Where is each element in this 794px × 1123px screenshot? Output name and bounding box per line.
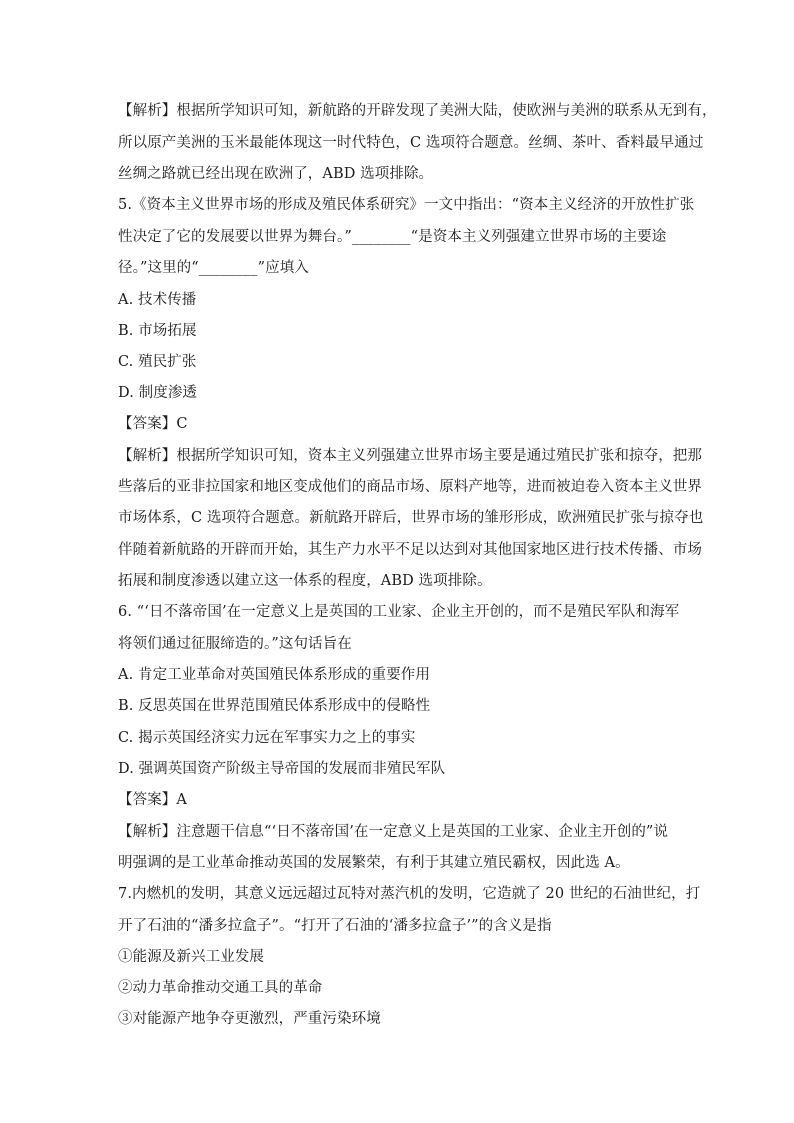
question-6-line-1: 6. “‘日不落帝国’在一定意义上是英国的工业家、企业主开创的，而不是殖民军队和海军 bbox=[118, 604, 680, 620]
q6-option-c: C. 揭示英国经济实力远在军事实力之上的事实 bbox=[118, 730, 416, 746]
analysis-q5-line-2: 些落后的亚非拉国家和地区变成他们的商品市场、原料产地等，进而被迫卷入资本主义世界 bbox=[118, 479, 702, 495]
q5-option-b: B. 市场拓展 bbox=[118, 323, 197, 339]
analysis-q4-line-2: 所以原产美洲的玉米最能体现这一时代特色，C 选项符合题意。丝绸、茶叶、香料最早通过 bbox=[118, 135, 704, 151]
analysis-q4-line-3: 丝绸之路就已经出现在欧洲了，ABD 选项排除。 bbox=[118, 166, 434, 182]
analysis-q5-line-3: 市场体系，C 选项符合题意。新航路开辟后，世界市场的雏形形成，欧洲殖民扩张与掠夺也 bbox=[118, 510, 704, 526]
q7-item-1: ①能源及新兴工业发展 bbox=[118, 949, 264, 965]
analysis-q6-line-1: 【解析】注意题干信息“‘日不落帝国’在一定意义上是英国的工业家、企业主开创的”说 bbox=[118, 824, 669, 840]
analysis-q5-line-4: 伴随着新航路的开辟而开始，其生产力水平不足以达到对其他国家地区进行技术传播、市场 bbox=[118, 542, 702, 558]
question-7-line-2: 开了石油的“潘多拉盒子”。“打开了石油的‘潘多拉盒子’”的含义是指 bbox=[118, 918, 552, 934]
analysis-q5-line-5: 拓展和制度渗透以建立这一体系的程度，ABD 选项排除。 bbox=[118, 573, 492, 589]
q6-option-d: D. 强调英国资产阶级主导帝国的发展而非殖民军队 bbox=[118, 761, 446, 777]
q6-option-a: A. 肯定工业革命对英国殖民体系形成的重要作用 bbox=[118, 667, 430, 683]
question-5-line-1: 5.《资本主义世界市场的形成及殖民体系研究》一文中指出：“资本主义经济的开放性扩张 bbox=[118, 197, 695, 213]
analysis-q4-line-1: 【解析】根据所学知识可知，新航路的开辟发现了美洲大陆，使欧洲与美洲的联系从无到有， bbox=[118, 103, 717, 119]
question-6-line-2: 将领们通过征服缔造的。”这句话旨在 bbox=[118, 636, 352, 652]
question-5-line-3: 径。”这里的“________”应填入 bbox=[118, 260, 309, 276]
analysis-q6-line-2: 明强调的是工业革命推动英国的发展繁荣，有利于其建立殖民霸权，因此选 A。 bbox=[118, 855, 630, 871]
q6-option-b: B. 反思英国在世界范围殖民体系形成中的侵略性 bbox=[118, 698, 431, 714]
question-7-line-1: 7.内燃机的发明，其意义远远超过瓦特对蒸汽机的发明，它造就了 20 世纪的石油世纪，打 bbox=[118, 886, 701, 902]
q5-option-c: C. 殖民扩张 bbox=[118, 354, 197, 370]
question-5-line-2: 性决定了它的发展要以世界为舞台。”________“是资本主义列强建立世界市场的主要途 bbox=[118, 229, 667, 245]
q7-item-3: ③对能源产地争夺更激烈，严重污染环境 bbox=[118, 1011, 381, 1027]
q5-option-d: D. 制度渗透 bbox=[118, 385, 198, 401]
q5-option-a: A. 技术传播 bbox=[118, 292, 197, 308]
q7-item-2: ②动力革命推动交通工具的革命 bbox=[118, 980, 323, 996]
analysis-q5-line-1: 【解析】根据所学知识可知，资本主义列强建立世界市场主要是通过殖民扩张和掠夺，把那 bbox=[118, 448, 702, 464]
q6-answer: 【答案】A bbox=[118, 792, 187, 808]
q5-answer: 【答案】C bbox=[118, 416, 188, 432]
